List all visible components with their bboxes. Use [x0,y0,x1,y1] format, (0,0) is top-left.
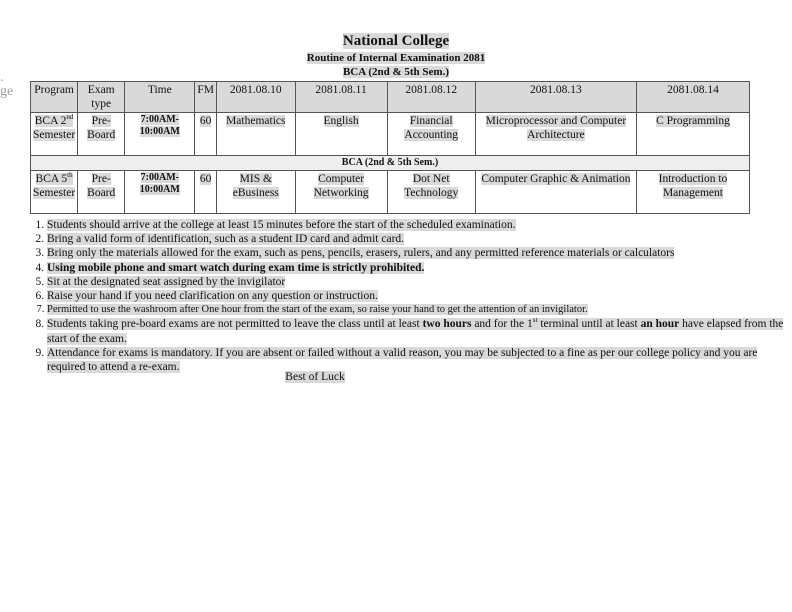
subject-cell: MIS & eBusiness [216,171,295,214]
fm-cell: 60 [195,113,217,156]
rule-item: 7. Permitted to use the washroom after One hour from the start of the exam, so raise your hand to get the attention of an invigilator. [47,303,792,317]
subject-cell: C Programming [636,113,749,156]
college-title: National College [342,33,450,49]
column-header: 2081.08.13 [475,82,636,113]
table-divider-row [31,156,750,171]
ghost-text: . [0,70,4,85]
time-cell: 7:00AM-10:00AM [125,113,195,156]
table-row [31,113,750,156]
ghost-text: ge [0,84,14,99]
column-header: 2081.08.14 [636,82,749,113]
subject-cell: Microprocessor and Computer Architecture [475,113,636,156]
subject-cell: English [295,113,387,156]
column-header: 2081.08.11 [295,82,387,113]
column-header: Exam type [78,82,125,113]
exam-type-cell: Pre-Board [78,171,125,214]
subject-cell: Computer Graphic & Animation [475,171,636,214]
rule-item: 5. Sit at the designated seat assigned by the invigilator [47,275,792,289]
best-of-luck: Best of Luck [285,371,345,383]
rule-item: 6. Raise your hand if you need clarification on any question or instruction. [47,289,792,303]
program-subtitle: BCA (2nd & 5th Sem.) [342,66,450,78]
column-header: Time [125,82,195,113]
column-header: 2081.08.12 [387,82,475,113]
rule-item: 9. Attendance for exams is mandatory. If you are absent or failed without a valid reason, you may be subjected to a fine as per our college policy and you are required to attend a re-exam. [47,346,792,374]
column-header: 2081.08.10 [216,82,295,113]
program-cell: BCA 5th Semester [31,171,78,214]
rule-item: 2. Bring a valid form of identification, such as a student ID card and admit card. [47,232,792,246]
exam-rules-list [28,218,792,374]
fm-cell: 60 [195,171,217,214]
subject-cell: Introduction to Management [636,171,749,214]
time-cell: 7:00AM-10:00AM [125,171,195,214]
exam-routine-table [30,81,750,214]
rule-item: 3. Bring only the materials allowed for the exam, such as pens, pencils, erasers, rulers, and any permitted reference materials or calculators [47,246,792,260]
rule-item: 1. Students should arrive at the college at least 15 minutes before the start of the scheduled examination. [47,218,792,232]
subject-cell: Computer Networking [295,171,387,214]
table-header-row [31,82,750,113]
subject-cell: Dot Net Technology [387,171,475,214]
subject-cell: Financial Accounting [387,113,475,156]
rule-item: 8. Students taking pre-board exams are not permitted to leave the class until at least two hours and for the 1st terminal until at least an hour have elapsed from the start of the exam. [47,317,792,345]
routine-title: Routine of Internal Examination 2081 [306,52,486,64]
column-header: FM [195,82,217,113]
divider-label: BCA (2nd & 5th Sem.) [31,156,750,171]
exam-type-cell: Pre-Board [78,113,125,156]
table-row [31,171,750,214]
subject-cell: Mathematics [216,113,295,156]
rule-item: 4. Using mobile phone and smart watch during exam time is strictly prohibited. [47,261,792,275]
column-header: Program [31,82,78,113]
program-cell: BCA 2nd Semester [31,113,78,156]
